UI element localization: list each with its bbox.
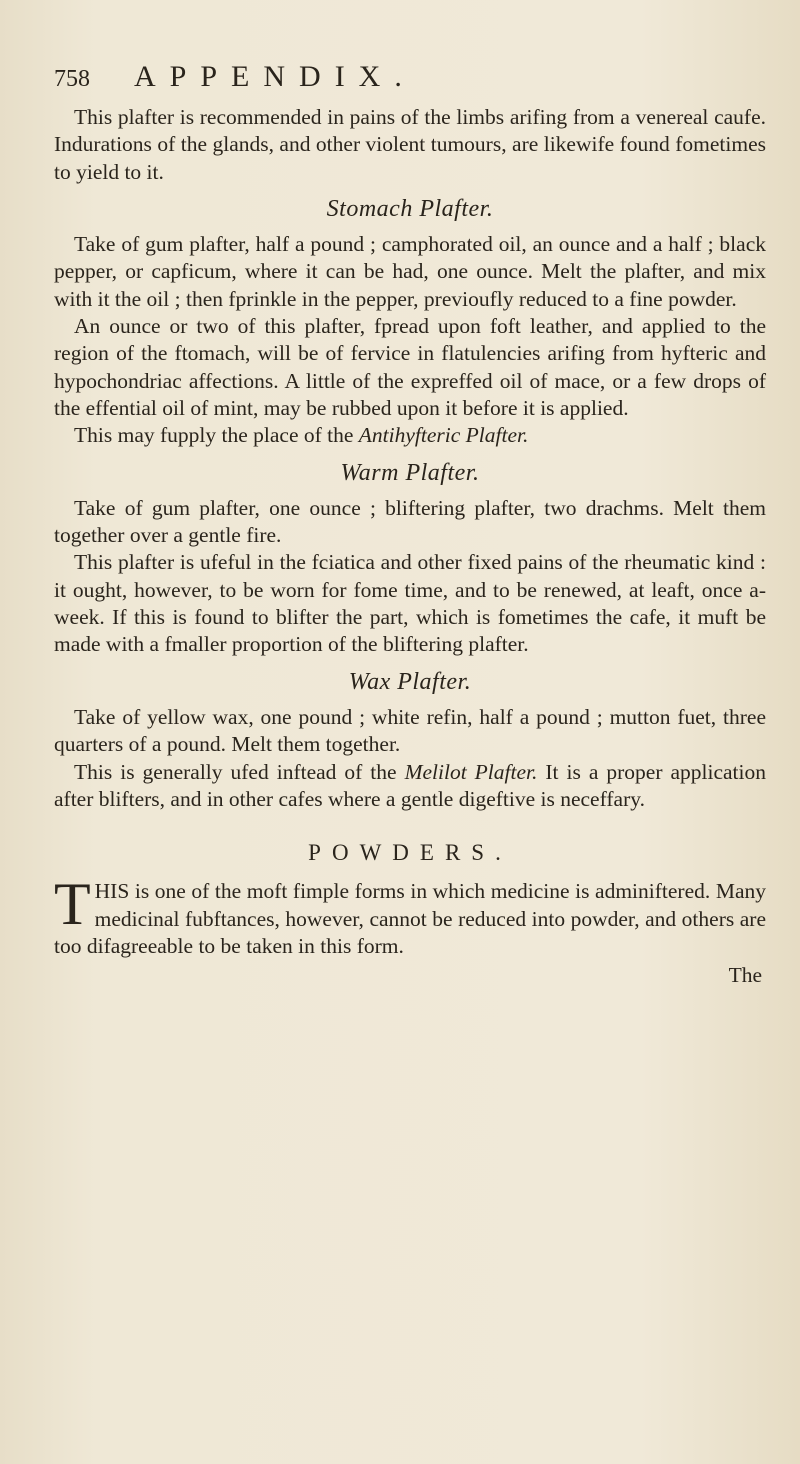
powders-paragraph-1: HIS is one of the moft fimple forms in which medicine is adminiftered. Many medicinal fubftances, however, cannot be reduced into powder, and others are too difagreeable to be taken in this form. xyxy=(54,879,766,959)
wax-p2-text: This is generally ufed inftead of the xyxy=(74,759,405,784)
stomach-paragraph-3 xyxy=(54,422,766,449)
wax-p2-italic: Melilot Plafter. xyxy=(404,759,538,784)
running-title: APPENDIX. xyxy=(134,60,416,93)
powders-section xyxy=(54,871,766,960)
stomach-paragraph-1: Take of gum plafter, half a pound ; camphorated oil, an ounce and a half ; black pepper, or capficum, where it can be had, one ounce. Melt the plafter, and mix with it the oil ; then fprinkle in the pepper, previoufly reduced to a fine powder. xyxy=(54,232,766,311)
intro-paragraph: This plafter is recommended in pains of the limbs arifing from a venereal caufe. Indurations of the glands, and other violent tumours, are likewife found fometimes to yield to it. xyxy=(54,105,766,184)
drop-cap: T xyxy=(54,871,91,938)
stomach-paragraph-2: An ounce or two of this plafter, fpread upon foft leather, and applied to the region of the ftomach, will be of fervice in flatulencies arifing from hyfteric and hypochondriac affections. A little of the expreffed oil of mace, or a few drops of the effential oil of mint, may be rubbed upon it before it is applied. xyxy=(54,314,766,420)
warm-paragraph-1: Take of gum plafter, one ounce ; bliftering plafter, two drachms. Melt them together over a gentle fire. xyxy=(54,495,766,548)
warm-plaster-heading: Warm Plafter. xyxy=(340,459,480,486)
stomach-p3-italic: Antihyfteric Plafter. xyxy=(358,423,529,448)
wax-plaster-heading: Wax Plafter. xyxy=(348,668,472,695)
stomach-p3-text: This may fupply the place of the xyxy=(74,423,359,448)
body-text xyxy=(54,104,766,990)
page-number: 758 xyxy=(54,66,90,92)
wax-paragraph-1: Take of yellow wax, one pound ; white refin, half a pound ; mutton fuet, three quarters of a pound. Melt them together. xyxy=(54,704,766,757)
catchword: The xyxy=(728,963,762,988)
warm-paragraph-2: This plafter is ufeful in the fciatica and other fixed pains of the rheumatic kind : it ought, however, to be worn for fome time, and to be renewed, at leaft, once a-week. If this is found to blifter the part, which is fometimes the cafe, it muft be made with a fmaller proportion of the bliftering plafter. xyxy=(54,550,766,657)
running-head xyxy=(54,60,766,104)
wax-p2-tail: It is a proper application after blifters, and in other cafes where a gentle digeftive is neceffary. xyxy=(54,759,766,811)
wax-paragraph-2 xyxy=(54,759,766,814)
stomach-plaster-heading: Stomach Plafter. xyxy=(326,195,494,222)
powders-heading: POWDERS. xyxy=(308,840,512,866)
